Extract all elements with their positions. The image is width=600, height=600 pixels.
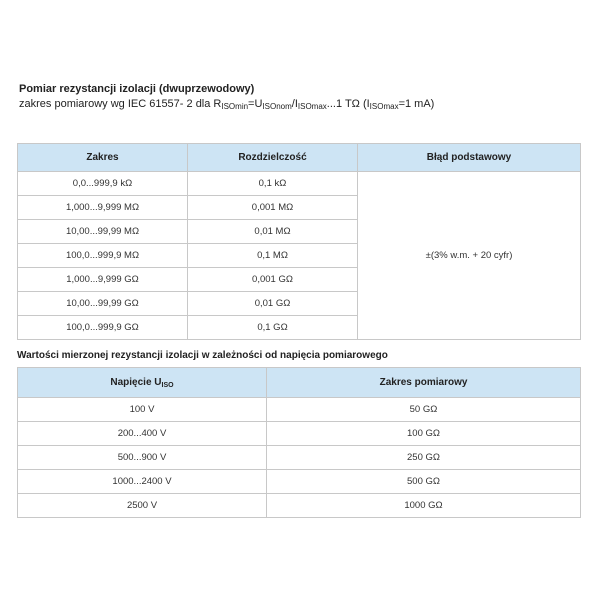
voltage-cell: 100 V	[18, 398, 267, 422]
table-header-row	[18, 368, 581, 398]
resolution-cell: 0,01 MΩ	[188, 220, 358, 244]
table-row	[18, 172, 581, 196]
voltage-cell: 1000...2400 V	[18, 470, 267, 494]
range-cell: 100,0...999,9 GΩ	[18, 316, 188, 340]
range-cell: 1,000...9,999 GΩ	[18, 268, 188, 292]
resolution-cell: 0,01 GΩ	[188, 292, 358, 316]
table-row	[18, 494, 581, 518]
table-row	[18, 470, 581, 494]
section-subtitle: zakres pomiarowy wg IEC 61557- 2 dla $R_{ISOmin}=U_{ISOnom}/I_{ISOmax}...1$ TΩ ($I_{ISOmax}=1$ mA)	[19, 98, 435, 111]
range-cell: 0,0...999,9 kΩ	[18, 172, 188, 196]
table-row	[18, 398, 581, 422]
table-row	[18, 422, 581, 446]
section-title: Pomiar rezystancji izolacji (dwuprzewodowy)	[19, 83, 255, 95]
measuring-range-cell: 1000 GΩ	[267, 494, 581, 518]
section-title-voltage: Wartości mierzonej rezystancji izolacji w zależności od napięcia pomiarowego	[17, 350, 388, 361]
resolution-cell: 0,001 GΩ	[188, 268, 358, 292]
basic-error-cell: ±(3% w.m. + 20 cyfr)	[358, 172, 581, 340]
range-cell: 10,00...99,99 GΩ	[18, 292, 188, 316]
table-row	[18, 446, 581, 470]
resolution-cell: 0,1 GΩ	[188, 316, 358, 340]
measuring-range-cell: 500 GΩ	[267, 470, 581, 494]
header-measuring-range: Zakres pomiarowy	[267, 368, 581, 398]
resolution-cell: 0,001 MΩ	[188, 196, 358, 220]
range-cell: 1,000...9,999 MΩ	[18, 196, 188, 220]
header-resolution: Rozdzielczość	[188, 144, 358, 172]
header-basic-error: Błąd podstawowy	[358, 144, 581, 172]
voltage-cell: 500...900 V	[18, 446, 267, 470]
header-voltage: Napięcie $U_{ISO}$	[18, 368, 267, 398]
resolution-table	[17, 143, 581, 340]
measuring-range-cell: 100 GΩ	[267, 422, 581, 446]
voltage-cell: 200...400 V	[18, 422, 267, 446]
measuring-range-cell: 250 GΩ	[267, 446, 581, 470]
table-header-row	[18, 144, 581, 172]
range-cell: 10,00...99,99 MΩ	[18, 220, 188, 244]
header-range: Zakres	[18, 144, 188, 172]
resolution-cell: 0,1 kΩ	[188, 172, 358, 196]
voltage-cell: 2500 V	[18, 494, 267, 518]
resolution-cell: 0,1 MΩ	[188, 244, 358, 268]
measuring-range-cell: 50 GΩ	[267, 398, 581, 422]
voltage-table	[17, 367, 581, 518]
range-cell: 100,0...999,9 MΩ	[18, 244, 188, 268]
